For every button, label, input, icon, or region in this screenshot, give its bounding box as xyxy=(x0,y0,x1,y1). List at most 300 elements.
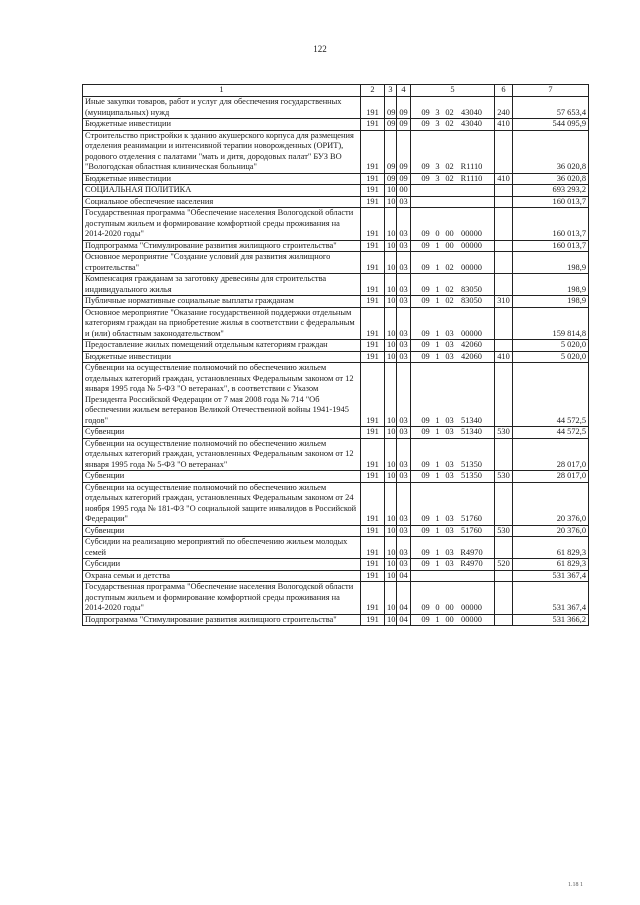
program-code-part: 1 xyxy=(435,240,440,250)
cell-col-3: 10 xyxy=(385,185,397,197)
program-code-part: 09 xyxy=(421,514,430,523)
program-code-part: 03 xyxy=(445,514,454,523)
program-code-part: 1 xyxy=(435,547,440,557)
cell-amount: 44 572,5 xyxy=(513,363,589,427)
table-row xyxy=(83,196,589,208)
program-code-part: 1 xyxy=(435,471,440,480)
cell-col-4: 03 xyxy=(397,438,411,471)
table-row xyxy=(83,427,589,439)
header-col-4: 4 xyxy=(397,85,411,97)
program-code-part: 09 xyxy=(421,107,430,117)
cell-amount: 159 814,8 xyxy=(513,307,589,340)
cell-col-6: 410 xyxy=(495,119,513,131)
program-code-part: 43040 xyxy=(461,107,482,117)
table-row xyxy=(83,185,589,197)
cell-col-2: 191 xyxy=(361,296,385,308)
cell-col-5 xyxy=(411,471,495,483)
cell-col-3: 10 xyxy=(385,208,397,241)
cell-amount: 57 653,4 xyxy=(513,97,589,119)
row-name: Иные закупки товаров, работ и услуг для обеспечения государственных (муниципальных) нужд xyxy=(83,97,361,119)
row-name: Субвенции на осуществление полномочий по обеспечению жильем отдельных категорий граждан, установленных Федеральным законом от 12 января 1995 года № 5-ФЗ "О ветеранах" xyxy=(83,438,361,471)
program-code-part: 83050 xyxy=(461,296,482,305)
cell-col-5 xyxy=(411,97,495,119)
cell-col-6: 530 xyxy=(495,427,513,439)
program-code-part: 1 xyxy=(435,614,440,624)
cell-amount: 36 020,8 xyxy=(513,173,589,185)
cell-col-2: 191 xyxy=(361,252,385,274)
cell-col-4: 09 xyxy=(397,119,411,131)
cell-col-4: 03 xyxy=(397,537,411,559)
program-code-part: 02 xyxy=(445,284,454,294)
cell-col-4: 03 xyxy=(397,307,411,340)
row-name: Основное мероприятие "Оказание государственной поддержки отдельным категориям граждан на приобретение жилья в соответствии с федеральным и (или) областным законодательством" xyxy=(83,307,361,340)
cell-amount: 61 829,3 xyxy=(513,559,589,571)
cell-col-6 xyxy=(495,130,513,173)
program-code-part: 0 xyxy=(435,229,440,238)
cell-col-3: 09 xyxy=(385,173,397,185)
cell-col-2: 191 xyxy=(361,363,385,427)
program-code-part: 02 xyxy=(445,173,454,183)
cell-col-4: 03 xyxy=(397,363,411,427)
program-code-part: 03 xyxy=(445,340,454,349)
cell-col-3: 10 xyxy=(385,482,397,525)
cell-amount: 5 020,0 xyxy=(513,340,589,352)
row-name: Субвенции xyxy=(83,427,361,439)
page-number: 122 xyxy=(313,44,327,54)
cell-col-5 xyxy=(411,351,495,363)
program-code-part: 09 xyxy=(421,296,430,305)
table-row xyxy=(83,559,589,571)
cell-col-5 xyxy=(411,582,495,615)
cell-amount: 544 095,9 xyxy=(513,119,589,131)
program-code-part: 09 xyxy=(421,240,430,250)
cell-col-4: 00 xyxy=(397,185,411,197)
header-row xyxy=(83,85,589,97)
cell-col-6 xyxy=(495,196,513,208)
program-code-part: 09 xyxy=(421,559,430,568)
cell-col-2: 191 xyxy=(361,97,385,119)
program-code-part: 3 xyxy=(435,173,440,183)
program-code-part: 09 xyxy=(421,173,430,183)
cell-col-6 xyxy=(495,340,513,352)
program-code-part: 03 xyxy=(445,525,454,535)
program-code-part: 03 xyxy=(445,415,454,425)
cell-col-5 xyxy=(411,274,495,296)
program-code-part: 00000 xyxy=(461,229,482,238)
cell-col-6: 240 xyxy=(495,97,513,119)
program-code-part: 09 xyxy=(421,262,430,272)
cell-col-6 xyxy=(495,614,513,626)
cell-col-2: 191 xyxy=(361,471,385,483)
row-name: Строительство пристройки к зданию акушерского корпуса для размещения отделения реанимации и интенсивной терапии новорожденных (ОРИТ), родового отделения с палатами "мать и дитя, дородовых палат" БУЗ ВО "Вологодская областная клиническая больница" xyxy=(83,130,361,173)
program-code-part: 03 xyxy=(445,351,454,361)
cell-col-2: 191 xyxy=(361,438,385,471)
cell-col-3: 10 xyxy=(385,559,397,571)
cell-col-2: 191 xyxy=(361,537,385,559)
table-row xyxy=(83,482,589,525)
cell-amount: 531 366,2 xyxy=(513,614,589,626)
cell-amount: 20 376,0 xyxy=(513,482,589,525)
table-row xyxy=(83,97,589,119)
cell-col-6 xyxy=(495,482,513,525)
cell-col-3: 10 xyxy=(385,240,397,252)
cell-col-5 xyxy=(411,363,495,427)
row-name: Основное мероприятие "Создание условий для развития жилищного строительства" xyxy=(83,252,361,274)
cell-col-5 xyxy=(411,307,495,340)
table-row xyxy=(83,252,589,274)
cell-col-4: 03 xyxy=(397,525,411,537)
cell-col-5 xyxy=(411,525,495,537)
budget-table xyxy=(82,84,589,626)
cell-col-3: 10 xyxy=(385,471,397,483)
table-row xyxy=(83,351,589,363)
cell-amount: 61 829,3 xyxy=(513,537,589,559)
row-name: Социальное обеспечение населения xyxy=(83,196,361,208)
cell-amount: 531 367,4 xyxy=(513,570,589,582)
cell-col-5 xyxy=(411,296,495,308)
table-row xyxy=(83,340,589,352)
cell-amount: 160 013,7 xyxy=(513,208,589,241)
program-code-part: 09 xyxy=(421,340,430,349)
cell-col-3: 09 xyxy=(385,97,397,119)
program-code-part: 1 xyxy=(435,559,440,568)
header-col-5: 5 xyxy=(411,85,495,97)
cell-col-3: 10 xyxy=(385,274,397,296)
cell-col-2: 191 xyxy=(361,240,385,252)
cell-col-3: 10 xyxy=(385,525,397,537)
cell-col-6 xyxy=(495,208,513,241)
cell-col-4: 03 xyxy=(397,471,411,483)
program-code-part: 1 xyxy=(435,262,440,272)
cell-amount: 198,9 xyxy=(513,296,589,308)
table-row xyxy=(83,537,589,559)
program-code-part: 51340 xyxy=(461,427,482,436)
program-code-part: 1 xyxy=(435,296,440,305)
program-code-part: 1 xyxy=(435,514,440,523)
cell-col-2: 191 xyxy=(361,119,385,131)
cell-amount: 20 376,0 xyxy=(513,525,589,537)
program-code-part: 42060 xyxy=(461,351,482,361)
cell-col-6: 520 xyxy=(495,559,513,571)
table-row xyxy=(83,471,589,483)
cell-col-3: 09 xyxy=(385,130,397,173)
cell-col-5 xyxy=(411,252,495,274)
program-code-part: 09 xyxy=(421,427,430,436)
cell-col-5 xyxy=(411,482,495,525)
row-name: Государственная программа "Обеспечение населения Вологодской области доступным жильем и формирование комфортной среды проживания на 2014-2020 годы" xyxy=(83,208,361,241)
cell-col-5 xyxy=(411,559,495,571)
program-code-part: 00000 xyxy=(461,614,482,624)
program-code-part: 09 xyxy=(421,603,430,612)
cell-col-5 xyxy=(411,119,495,131)
program-code-part: 09 xyxy=(421,162,430,171)
program-code-part: 09 xyxy=(421,119,430,128)
cell-col-3: 10 xyxy=(385,363,397,427)
program-code-part: 03 xyxy=(445,547,454,557)
cell-col-6 xyxy=(495,537,513,559)
program-code-part: 51340 xyxy=(461,415,482,425)
table-row xyxy=(83,119,589,131)
program-code-part: 1 xyxy=(435,459,440,469)
cell-col-6 xyxy=(495,438,513,471)
program-code-part: 51760 xyxy=(461,525,482,535)
cell-col-3: 10 xyxy=(385,582,397,615)
cell-amount: 28 017,0 xyxy=(513,471,589,483)
cell-col-4: 09 xyxy=(397,173,411,185)
cell-col-4: 04 xyxy=(397,582,411,615)
cell-col-6 xyxy=(495,185,513,197)
table-row xyxy=(83,173,589,185)
row-name: Бюджетные инвестиции xyxy=(83,119,361,131)
program-code-part: 43040 xyxy=(461,119,482,128)
cell-col-2: 191 xyxy=(361,525,385,537)
cell-col-6 xyxy=(495,570,513,582)
row-name: Бюджетные инвестиции xyxy=(83,351,361,363)
cell-col-2: 191 xyxy=(361,570,385,582)
cell-col-6 xyxy=(495,363,513,427)
program-code-part: 09 xyxy=(421,471,430,480)
cell-col-6: 410 xyxy=(495,173,513,185)
cell-col-4: 09 xyxy=(397,97,411,119)
cell-col-2: 191 xyxy=(361,582,385,615)
program-code-part: 00000 xyxy=(461,240,482,250)
table-row xyxy=(83,614,589,626)
program-code-part: 1 xyxy=(435,340,440,349)
cell-col-2: 191 xyxy=(361,185,385,197)
table-row xyxy=(83,274,589,296)
program-code-part: 3 xyxy=(435,162,440,171)
row-name: Субвенции на осуществление полномочий по обеспечению жильем отдельных категорий граждан, установленных Федеральным законом от 12 января 1995 года № 5-ФЗ "О ветеранах", в соответствии с Указом Президента Российской Федерации от 7 мая 2008 года № 714 "Об обеспечении жильем ветеранов Великой Отечественной войны 1941-1945 годов" xyxy=(83,363,361,427)
cell-col-6 xyxy=(495,252,513,274)
cell-col-6: 530 xyxy=(495,471,513,483)
table-row xyxy=(83,208,589,241)
program-code-part: 09 xyxy=(421,547,430,557)
cell-amount: 5 020,0 xyxy=(513,351,589,363)
cell-col-4: 03 xyxy=(397,196,411,208)
cell-col-6: 310 xyxy=(495,296,513,308)
program-code-part: R1110 xyxy=(460,162,483,171)
table-row xyxy=(83,363,589,427)
program-code-part: 03 xyxy=(445,427,454,436)
cell-col-2: 191 xyxy=(361,307,385,340)
cell-col-4: 03 xyxy=(397,559,411,571)
cell-col-4: 03 xyxy=(397,351,411,363)
program-code-part: 02 xyxy=(445,262,454,272)
cell-col-2: 191 xyxy=(361,340,385,352)
cell-col-2: 191 xyxy=(361,173,385,185)
header-col-1: 1 xyxy=(83,85,361,97)
program-code-part: 09 xyxy=(421,351,430,361)
program-code-part: 09 xyxy=(421,229,430,238)
cell-col-5 xyxy=(411,185,495,197)
cell-amount: 198,9 xyxy=(513,252,589,274)
header-col-2: 2 xyxy=(361,85,385,97)
cell-col-4: 03 xyxy=(397,252,411,274)
program-code-part: 00 xyxy=(445,229,454,238)
program-code-part: 83050 xyxy=(461,284,482,294)
table-row xyxy=(83,307,589,340)
cell-col-5 xyxy=(411,427,495,439)
cell-col-5 xyxy=(411,537,495,559)
row-name: Субвенции xyxy=(83,525,361,537)
cell-col-5 xyxy=(411,130,495,173)
cell-col-2: 191 xyxy=(361,427,385,439)
cell-col-4: 03 xyxy=(397,274,411,296)
program-code-part: 00000 xyxy=(461,603,482,612)
cell-col-3: 10 xyxy=(385,614,397,626)
cell-col-3: 10 xyxy=(385,307,397,340)
cell-col-6 xyxy=(495,582,513,615)
cell-amount: 693 293,2 xyxy=(513,185,589,197)
cell-col-3: 10 xyxy=(385,340,397,352)
cell-col-3: 10 xyxy=(385,427,397,439)
cell-col-3: 10 xyxy=(385,296,397,308)
program-code-part: 03 xyxy=(445,328,454,338)
cell-col-5 xyxy=(411,208,495,241)
cell-col-6 xyxy=(495,307,513,340)
program-code-part: 00000 xyxy=(461,328,482,338)
row-name: Субсидии на реализацию мероприятий по обеспечению жильем молодых семей xyxy=(83,537,361,559)
cell-col-4: 03 xyxy=(397,340,411,352)
cell-col-4: 03 xyxy=(397,427,411,439)
row-name: Предоставление жилых помещений отдельным категориям граждан xyxy=(83,340,361,352)
cell-col-3: 10 xyxy=(385,438,397,471)
row-name: Подпрограмма "Стимулирование развития жилищного строительства" xyxy=(83,240,361,252)
cell-col-3: 10 xyxy=(385,351,397,363)
cell-col-4: 04 xyxy=(397,570,411,582)
cell-col-3: 10 xyxy=(385,196,397,208)
program-code-part: 09 xyxy=(421,328,430,338)
program-code-part: 03 xyxy=(445,559,454,568)
cell-col-3: 09 xyxy=(385,119,397,131)
program-code-part: 51350 xyxy=(461,471,482,480)
cell-amount: 44 572,5 xyxy=(513,427,589,439)
table-row xyxy=(83,240,589,252)
table-row xyxy=(83,525,589,537)
program-code-part: 51760 xyxy=(461,514,482,523)
header-col-3: 3 xyxy=(385,85,397,97)
program-code-part: 02 xyxy=(445,107,454,117)
cell-col-6 xyxy=(495,240,513,252)
cell-col-2: 191 xyxy=(361,196,385,208)
cell-amount: 28 017,0 xyxy=(513,438,589,471)
table-row xyxy=(83,570,589,582)
header-col-7: 7 xyxy=(513,85,589,97)
cell-col-2: 191 xyxy=(361,614,385,626)
program-code-part: 1 xyxy=(435,351,440,361)
program-code-part: 42060 xyxy=(461,340,482,349)
program-code-part: 51350 xyxy=(461,459,482,469)
program-code-part: 1 xyxy=(435,525,440,535)
program-code-part: 09 xyxy=(421,284,430,294)
cell-amount: 531 367,4 xyxy=(513,582,589,615)
cell-col-5 xyxy=(411,340,495,352)
cell-col-4: 04 xyxy=(397,614,411,626)
footer-mark: 1.18 1 xyxy=(568,882,583,888)
cell-col-5 xyxy=(411,173,495,185)
cell-col-4: 03 xyxy=(397,482,411,525)
program-code-part: 3 xyxy=(435,119,440,128)
program-code-part: 00 xyxy=(445,614,454,624)
cell-col-2: 191 xyxy=(361,482,385,525)
cell-col-2: 191 xyxy=(361,351,385,363)
program-code-part: 03 xyxy=(445,471,454,480)
row-name: Субвенции xyxy=(83,471,361,483)
program-code-part: 00 xyxy=(445,240,454,250)
cell-col-4: 03 xyxy=(397,208,411,241)
cell-col-5 xyxy=(411,240,495,252)
row-name: Субвенции на осуществление полномочий по обеспечению жильем отдельных категорий граждан, установленных Федеральным законом от 24 ноября 1995 года № 181-ФЗ "О социальной защите инвалидов в Российской Федерации" xyxy=(83,482,361,525)
program-code-part: 00000 xyxy=(461,262,482,272)
cell-col-3: 10 xyxy=(385,570,397,582)
program-code-part: R4970 xyxy=(460,559,483,568)
cell-col-2: 191 xyxy=(361,559,385,571)
cell-col-4: 09 xyxy=(397,130,411,173)
cell-col-5 xyxy=(411,614,495,626)
row-name: СОЦИАЛЬНАЯ ПОЛИТИКА xyxy=(83,185,361,197)
table-row xyxy=(83,296,589,308)
program-code-part: 02 xyxy=(445,162,454,171)
table-row xyxy=(83,438,589,471)
program-code-part: 09 xyxy=(421,525,430,535)
cell-col-6 xyxy=(495,274,513,296)
cell-col-3: 10 xyxy=(385,252,397,274)
table-row xyxy=(83,130,589,173)
cell-amount: 198,9 xyxy=(513,274,589,296)
row-name: Подпрограмма "Стимулирование развития жилищного строительства" xyxy=(83,614,361,626)
cell-col-3: 10 xyxy=(385,537,397,559)
cell-col-6: 410 xyxy=(495,351,513,363)
program-code-part: 1 xyxy=(435,415,440,425)
cell-col-4: 03 xyxy=(397,296,411,308)
program-code-part: 03 xyxy=(445,459,454,469)
program-code-part: 09 xyxy=(421,459,430,469)
program-code-part: R1110 xyxy=(460,173,483,183)
program-code-part: 1 xyxy=(435,284,440,294)
row-name: Субсидии xyxy=(83,559,361,571)
cell-col-4: 03 xyxy=(397,240,411,252)
program-code-part: 1 xyxy=(435,427,440,436)
cell-col-2: 191 xyxy=(361,130,385,173)
program-code-part: 09 xyxy=(421,614,430,624)
row-name: Государственная программа "Обеспечение населения Вологодской области доступным жильем и формирование комфортной среды проживания на 2014-2020 годы" xyxy=(83,582,361,615)
program-code-part: 0 xyxy=(435,603,440,612)
cell-amount: 160 013,7 xyxy=(513,240,589,252)
program-code-part: 02 xyxy=(445,119,454,128)
program-code-part: R4970 xyxy=(460,547,483,557)
cell-amount: 160 013,7 xyxy=(513,196,589,208)
program-code-part: 00 xyxy=(445,603,454,612)
table-row xyxy=(83,582,589,615)
cell-col-5 xyxy=(411,196,495,208)
cell-amount: 36 020,8 xyxy=(513,130,589,173)
header-col-6: 6 xyxy=(495,85,513,97)
row-name: Охрана семьи и детства xyxy=(83,570,361,582)
program-code-part: 09 xyxy=(421,415,430,425)
cell-col-5 xyxy=(411,570,495,582)
program-code-part: 1 xyxy=(435,328,440,338)
program-code-part: 02 xyxy=(445,296,454,305)
cell-col-5 xyxy=(411,438,495,471)
cell-col-6: 530 xyxy=(495,525,513,537)
cell-col-2: 191 xyxy=(361,208,385,241)
cell-col-2: 191 xyxy=(361,274,385,296)
row-name: Бюджетные инвестиции xyxy=(83,173,361,185)
row-name: Компенсация гражданам за заготовку древесины для строительства индивидуального жилья xyxy=(83,274,361,296)
budget-table-body xyxy=(83,97,589,626)
row-name: Публичные нормативные социальные выплаты гражданам xyxy=(83,296,361,308)
program-code-part: 3 xyxy=(435,107,440,117)
